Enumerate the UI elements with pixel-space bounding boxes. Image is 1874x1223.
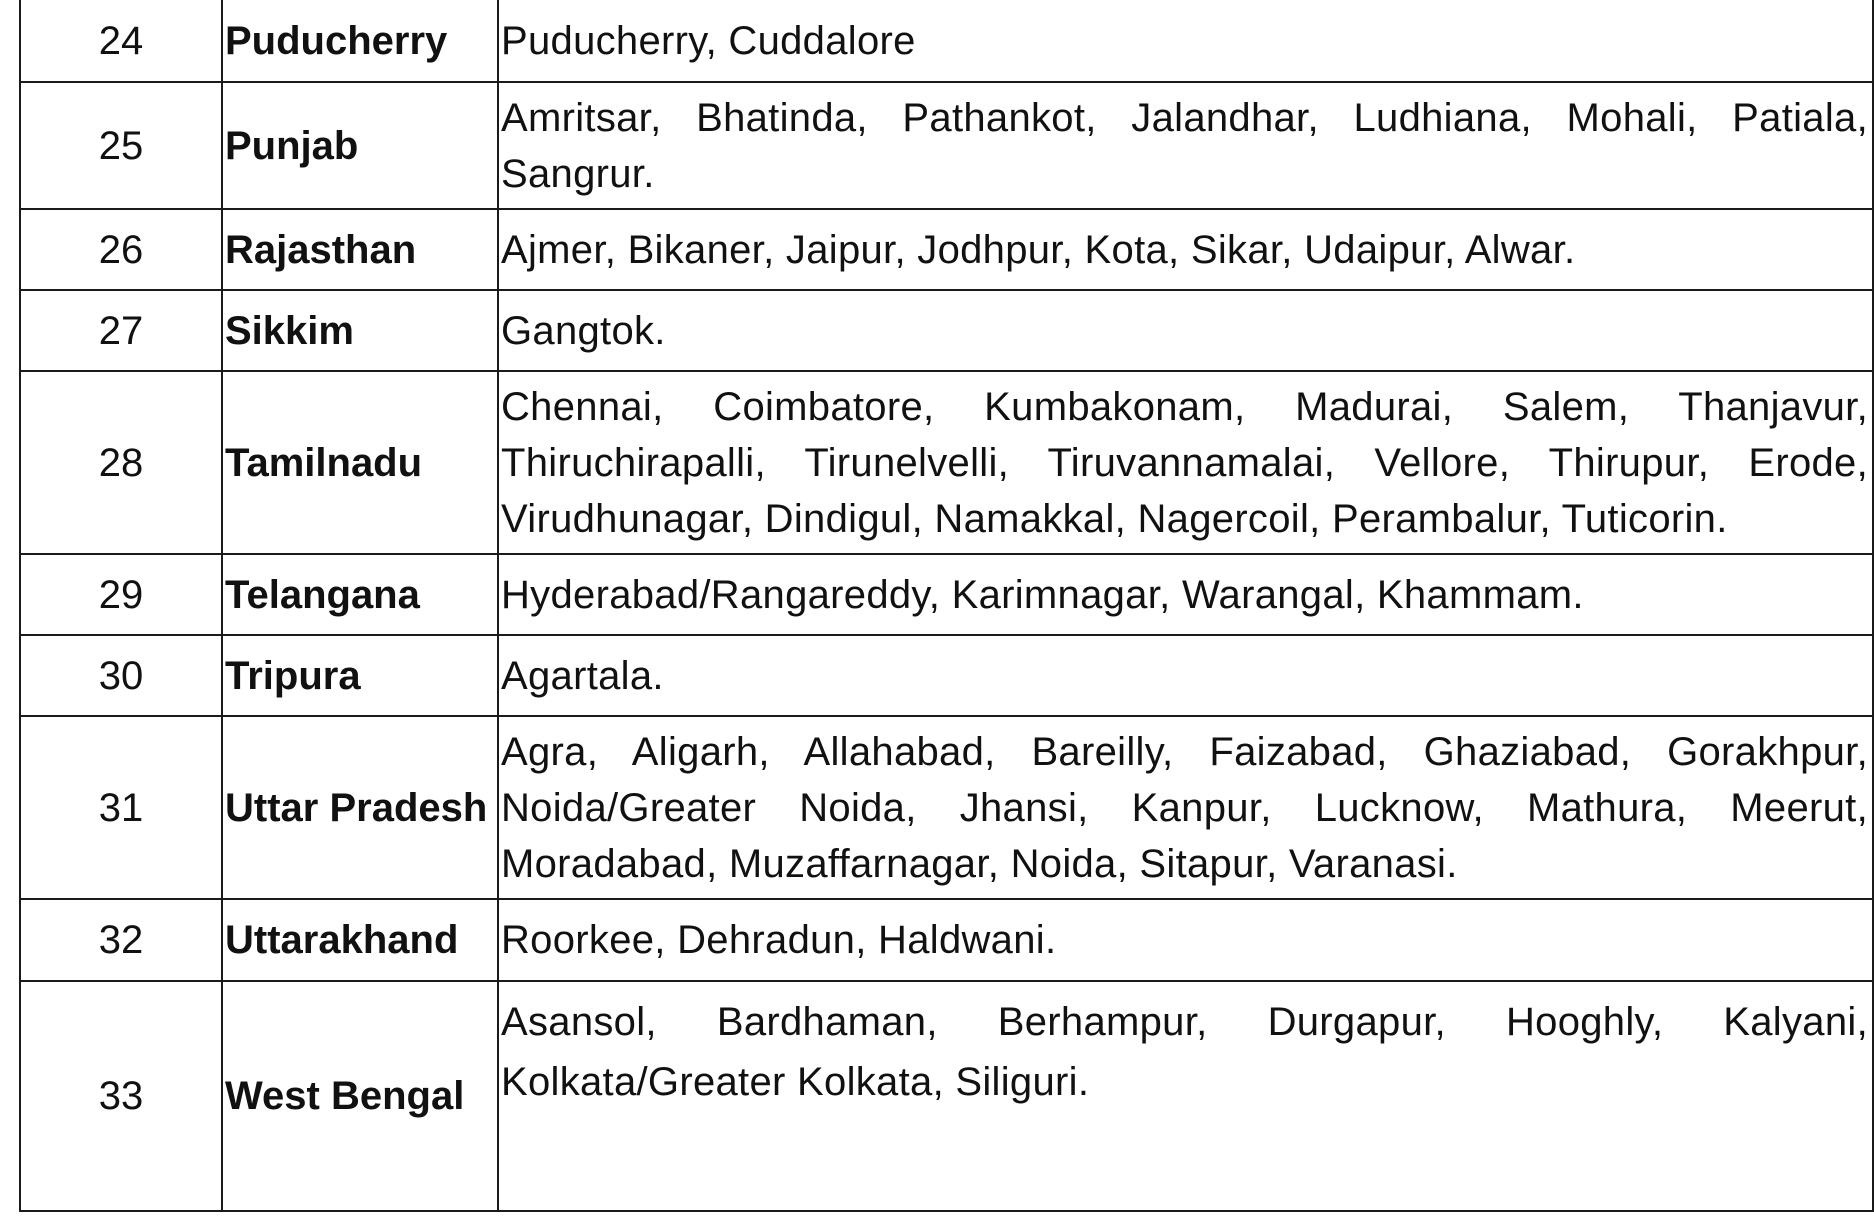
state-name: Rajasthan: [222, 209, 498, 290]
cities-list: [498, 981, 1873, 1211]
table-row: [20, 0, 1873, 82]
serial-number: 24: [20, 0, 222, 82]
cities-list: Puducherry, Cuddalore: [498, 0, 1873, 82]
cities-list: Amritsar, Bhatinda, Pathankot, Jalandhar, Ludhiana, Mohali, Patiala, Sangrur.: [498, 82, 1873, 209]
cities-list: Chennai, Coimbatore, Kumbakonam, Madurai, Salem, Thanjavur, Thiruchirapalli, Tirunelvelli, Tiruvannamalai, Vellore, Thirupur, Erode, Virudhunagar, Dindigul, Namakkal, Nagercoil, Perambalur, Tuticorin.: [498, 371, 1873, 554]
table-row: [20, 82, 1873, 209]
state-name: Tripura: [222, 635, 498, 716]
cities-list: Hyderabad/Rangareddy, Karimnagar, Warangal, Khammam.: [498, 554, 1873, 635]
table-row: [20, 290, 1873, 371]
cities-list: Agartala.: [498, 635, 1873, 716]
serial-number: 30: [20, 635, 222, 716]
serial-number: 25: [20, 82, 222, 209]
table-row: [20, 209, 1873, 290]
state-name: Tamilnadu: [222, 371, 498, 554]
serial-number: 28: [20, 371, 222, 554]
serial-number: 26: [20, 209, 222, 290]
serial-number: 33: [20, 981, 222, 1211]
cities-list: Ajmer, Bikaner, Jaipur, Jodhpur, Kota, Sikar, Udaipur, Alwar.: [498, 209, 1873, 290]
table-row: [20, 554, 1873, 635]
state-name: Uttarakhand: [222, 899, 498, 981]
serial-number: 29: [20, 554, 222, 635]
cities-list-text: Asansol, Bardhaman, Berhampur, Durgapur, Hooghly, Kalyani, Kolkata/Greater Kolkata, Siliguri.: [501, 1000, 1868, 1104]
table-row: [20, 635, 1873, 716]
cities-list: Agra, Aligarh, Allahabad, Bareilly, Faizabad, Ghaziabad, Gorakhpur, Noida/Greater Noida, Jhansi, Kanpur, Lucknow, Mathura, Meerut, Moradabad, Muzaffarnagar, Noida, Sitapur, Varanasi.: [498, 716, 1873, 899]
state-name: Sikkim: [222, 290, 498, 371]
table-row: [20, 371, 1873, 554]
state-name: West Bengal: [222, 981, 498, 1211]
state-name: Punjab: [222, 82, 498, 209]
table-row: [20, 716, 1873, 899]
table-row: [20, 899, 1873, 981]
table-row: [20, 981, 1873, 1211]
serial-number: 32: [20, 899, 222, 981]
cities-list: Gangtok.: [498, 290, 1873, 371]
state-name: Uttar Pradesh: [222, 716, 498, 899]
state-cities-table: [19, 0, 1874, 1212]
serial-number: 27: [20, 290, 222, 371]
state-name: Puducherry: [222, 0, 498, 82]
cities-list: Roorkee, Dehradun, Haldwani.: [498, 899, 1873, 981]
state-name: Telangana: [222, 554, 498, 635]
serial-number: 31: [20, 716, 222, 899]
